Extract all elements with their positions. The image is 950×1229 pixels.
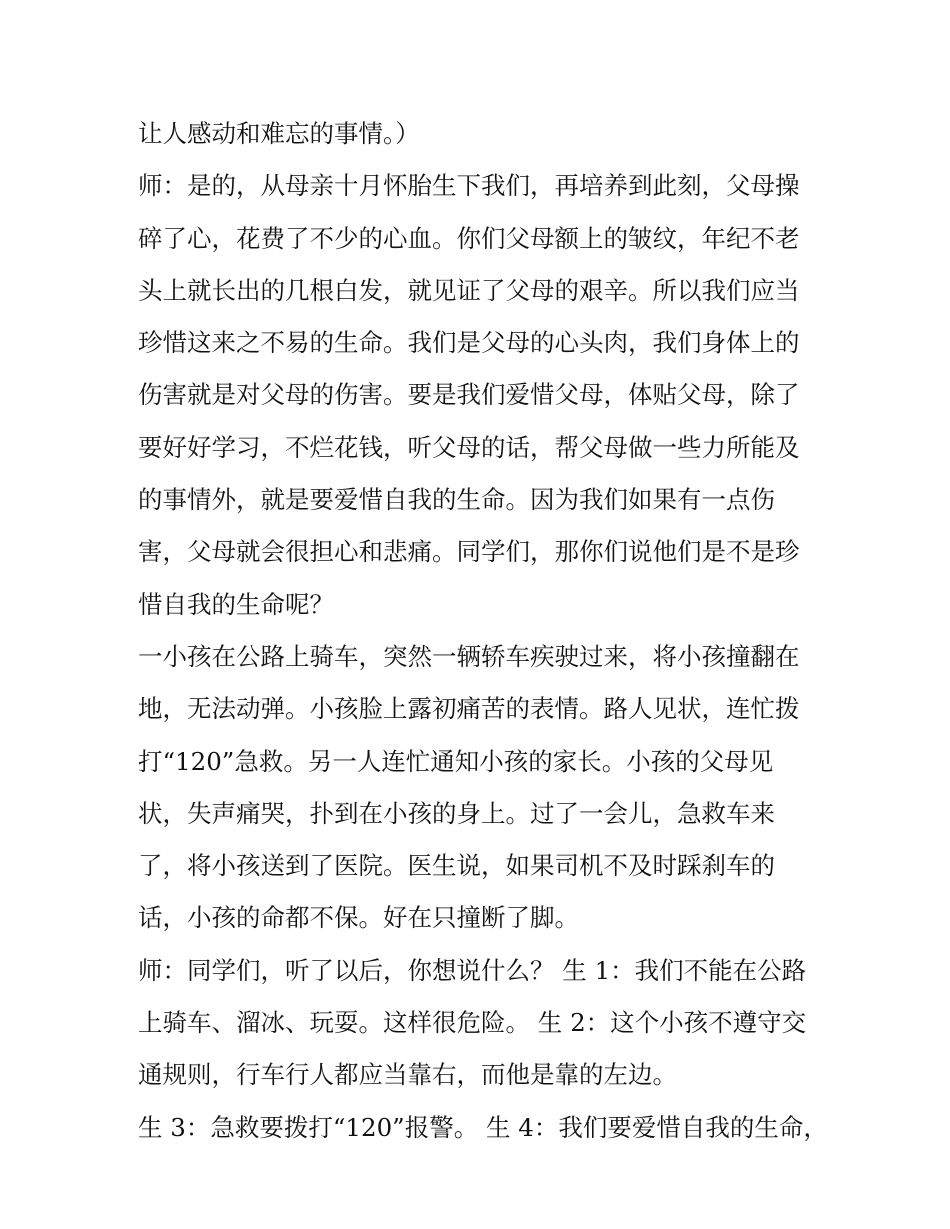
text-line: 地，无法动弹。小孩脸上露初痛苦的表情。路人见状，连忙拨: [138, 694, 800, 724]
text-line: 害，父母就会很担心和悲痛。同学们，那你们说他们是不是珍: [138, 537, 800, 567]
text-line: 碎了心，花费了不少的心血。你们父母额上的皱纹，年纪不老: [138, 223, 800, 253]
text-line: 的事情外，就是要爱惜自我的生命。因为我们如果有一点伤: [138, 485, 775, 515]
text-line: 状，失声痛哭，扑到在小孩的身上。过了一会儿，急救车来: [138, 798, 775, 828]
document-body: [138, 108, 838, 1154]
text-line: 师：是的，从母亲十月怀胎生下我们，再培养到此刻，父母操: [138, 171, 800, 201]
text-line: 师：同学们，听了以后，你想说什么？ 生 1：我们不能在公路: [138, 955, 807, 985]
text-line: 头上就长出的几根白发，就见证了父母的艰辛。所以我们应当: [138, 275, 800, 305]
text-line: 要好好学习，不烂花钱，听父母的话，帮父母做一些力所能及: [138, 432, 800, 462]
text-line: 打“120”急救。另一人连忙通知小孩的家长。小孩的父母见: [138, 746, 774, 776]
text-line: 惜自我的生命呢？: [138, 589, 334, 619]
text-line: 让人感动和难忘的事情。）: [138, 119, 420, 148]
text-line: 一小孩在公路上骑车，突然一辆轿车疾驶过来，将小孩撞翻在: [138, 641, 800, 671]
text-line: 通规则，行车行人都应当靠右，而他是靠的左边。: [138, 1060, 677, 1090]
text-line: 珍惜这来之不易的生命。我们是父母的心头肉，我们身体上的: [138, 328, 800, 358]
text-line: 生 3：急救要拨打“120”报警。 生 4：我们要爱惜自我的生命，: [138, 1112, 828, 1142]
text-line: 了，将小孩送到了医院。医生说，如果司机不及时踩刹车的: [138, 851, 775, 881]
text-line: 话，小孩的命都不保。好在只撞断了脚。: [138, 903, 579, 933]
text-line: 上骑车、溜冰、玩耍。这样很危险。 生 2：这个小孩不遵守交: [138, 1008, 807, 1038]
text-line: 伤害就是对父母的伤害。要是我们爱惜父母，体贴父母，除了: [138, 380, 800, 410]
